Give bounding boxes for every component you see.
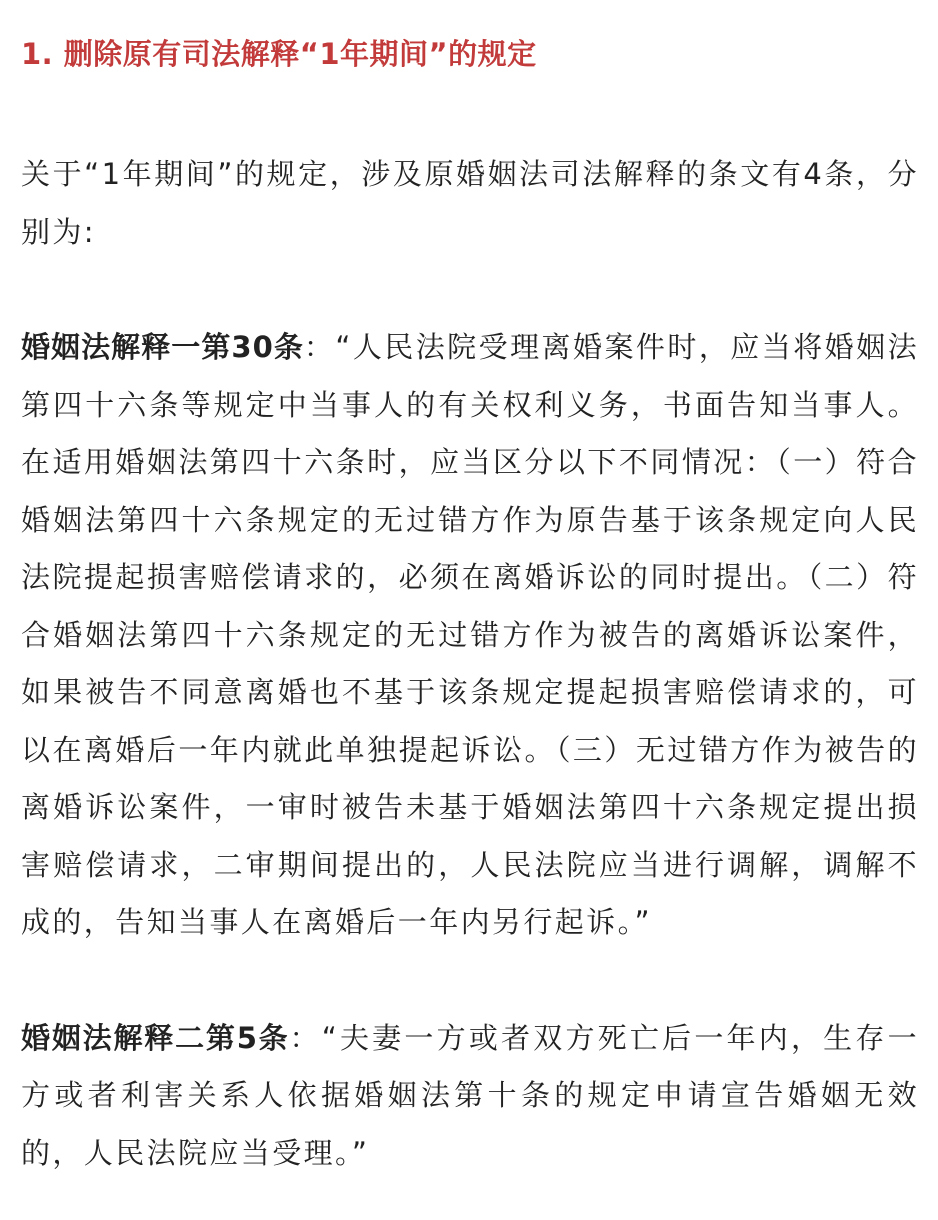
clause-paragraph-1 <box>21 319 919 952</box>
clause-text: ：“夫妻一方或者双方死亡后一年内，生存一方或者利害关系人依据婚姻法第十条的规定申请宣告婚姻无效的，人民法院应当受理。” <box>21 1020 919 1170</box>
clause-title: 婚姻法解释二第5条 <box>21 1020 290 1055</box>
intro-paragraph: 关于“1年期间”的规定，涉及原婚姻法司法解释的条文有4条，分别为: <box>21 157 919 249</box>
clause-title: 婚姻法解释一第30条 <box>21 330 304 364</box>
article-body <box>21 26 919 1182</box>
clause-text: ：“人民法院受理离婚案件时，应当将婚姻法第四十六条等规定中当事人的有关权利义务，书面告知当事人。在适用婚姻法第四十六条时，应当区分以下不同情况：（一）符合婚姻法第四十六条规定的无过错方作为原告基于该条规定向人民法院提起损害赔偿请求的，必须在离婚诉讼的同时提出。（二）符合婚姻法第四十六条规定的无过错方作为被告的离婚诉讼案件，如果被告不同意离婚也不基于该条规定提起损害赔偿请求的，可以在离婚后一年内就此单独提起诉讼。（三）无过错方作为被告的离婚诉讼案件，一审时被告未基于婚姻法第四十六条规定提出损害赔偿请求，二审期间提出的，人民法院应当进行调解，调解不成的，告知当事人在离婚后一年内另行起诉。” <box>21 330 919 939</box>
clause-paragraph-2 <box>21 1010 919 1183</box>
section-heading: 1. 删除原有司法解释“1年期间”的规定 <box>21 37 537 71</box>
